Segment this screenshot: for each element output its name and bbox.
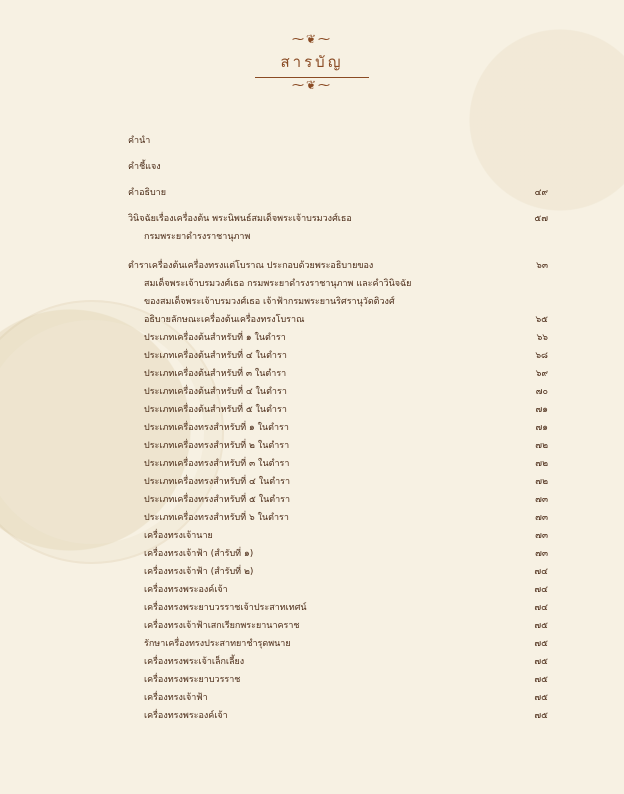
toc-entry-page: ๕๗ xyxy=(534,214,548,224)
toc-sub-entry[interactable] xyxy=(128,635,548,653)
toc-sub-page: ๗๒ xyxy=(535,441,548,451)
toc-sub-page: ๗๓ xyxy=(535,531,548,541)
toc-sub-entry[interactable] xyxy=(128,473,548,491)
toc-sub-page: ๗๓ xyxy=(535,513,548,523)
toc-sub-page: ๗๕ xyxy=(534,657,548,667)
toc-sub-page: ๖๘ xyxy=(535,351,548,361)
toc-sub-page: ๗๕ xyxy=(534,711,548,721)
toc-sub-entry[interactable] xyxy=(128,311,548,329)
toc-sub-entry[interactable] xyxy=(128,491,548,509)
toc-sub-title: ประเภทเครื่องทรงสำหรับที่ ๑ ในตำรา xyxy=(144,423,289,433)
toc-sub-title: ประเภทเครื่องทรงสำหรับที่ ๖ ในตำรา xyxy=(144,513,289,523)
toc-sub-entry[interactable] xyxy=(128,581,548,599)
toc-sub-list xyxy=(128,311,548,725)
toc-sub-entry[interactable] xyxy=(128,383,548,401)
toc-entry-title: ตำราเครื่องต้นเครื่องทรงแต่โบราณ ประกอบด้วยพระอธิบายของ xyxy=(128,261,374,271)
toc-sub-entry[interactable] xyxy=(128,653,548,671)
toc-entry-title: คำชี้แจง xyxy=(128,162,161,172)
page-title: สารบัญ xyxy=(255,48,370,78)
toc-sub-page: ๗๔ xyxy=(534,567,548,577)
toc-sub-entry[interactable] xyxy=(128,545,548,563)
toc-sub-entry[interactable] xyxy=(128,401,548,419)
toc-sub-page: ๗๕ xyxy=(534,639,548,649)
toc-sub-page: ๖๕ xyxy=(535,315,548,325)
toc-sub-title: รักษาเครื่องทรงประสาทยาชำรุดพนาย xyxy=(144,639,291,649)
toc-entry-page: ๖๓ xyxy=(536,261,548,271)
table-of-contents xyxy=(128,132,548,725)
toc-sub-title: เครื่องทรงเจ้านาย xyxy=(144,531,213,541)
toc-sub-entry[interactable] xyxy=(128,329,548,347)
toc-sub-page: ๗๕ xyxy=(534,621,548,631)
toc-sub-page: ๗๔ xyxy=(534,603,548,613)
toc-entry-title: คำนำ xyxy=(128,136,151,146)
toc-sub-page: ๖๖ xyxy=(536,333,548,343)
toc-sub-page: ๗๑ xyxy=(535,423,548,433)
toc-sub-page: ๗๕ xyxy=(534,693,548,703)
toc-sub-title: เครื่องทรงพระเจ้าเล็กเลี้ยง xyxy=(144,657,245,667)
toc-sub-entry[interactable] xyxy=(128,509,548,527)
toc-entry-title: วินิจฉัยเรื่องเครื่องต้น พระนิพนธ์สมเด็จพระเจ้าบรมวงศ์เธอ xyxy=(128,214,352,224)
toc-sub-entry[interactable] xyxy=(128,563,548,581)
toc-sub-title: ประเภทเครื่องต้นสำหรับที่ ๓ ในตำรา xyxy=(144,369,287,379)
toc-entry-continuation: กรมพระยาดำรงราชานุภาพ xyxy=(144,232,251,242)
toc-entry-continuation: ของสมเด็จพระเจ้าบรมวงศ์เธอ เจ้าฟ้ากรมพระยานริศรานุวัดติวงศ์ xyxy=(144,297,395,307)
toc-sub-page: ๗๔ xyxy=(534,585,548,595)
toc-sub-entry[interactable] xyxy=(128,437,548,455)
toc-sub-entry[interactable] xyxy=(128,455,548,473)
toc-sub-title: ประเภทเครื่องต้นสำหรับที่ ๔ ในตำรา xyxy=(144,387,287,397)
ornament-top: ⁓❦⁓ xyxy=(291,32,333,46)
toc-entry-page: ๔๙ xyxy=(534,188,548,198)
toc-sub-title: เครื่องทรงพระยาบวรราช xyxy=(144,675,241,685)
toc-entry[interactable] xyxy=(128,210,548,228)
toc-sub-entry[interactable] xyxy=(128,419,548,437)
toc-sub-page: ๗๑ xyxy=(535,405,548,415)
toc-sub-title: ประเภทเครื่องต้นสำหรับที่ ๕ ในตำรา xyxy=(144,405,287,415)
toc-entry[interactable] xyxy=(128,184,548,202)
toc-entry[interactable] xyxy=(128,158,548,176)
toc-sub-page: ๗๒ xyxy=(535,477,548,487)
page-header xyxy=(0,32,624,92)
toc-sub-entry[interactable] xyxy=(128,707,548,725)
toc-entry[interactable] xyxy=(128,257,548,275)
toc-sub-entry[interactable] xyxy=(128,689,548,707)
toc-sub-title: เครื่องทรงเจ้าฟ้า xyxy=(144,693,208,703)
toc-sub-entry[interactable] xyxy=(128,347,548,365)
toc-sub-title: เครื่องทรงเจ้าฟ้าเสกเรียกพระยานาคราช xyxy=(144,621,300,631)
toc-sub-title: ประเภทเครื่องทรงสำหรับที่ ๕ ในตำรา xyxy=(144,495,291,505)
toc-sub-page: ๗๒ xyxy=(535,459,548,469)
toc-sub-title: เครื่องทรงพระองค์เจ้า xyxy=(144,585,228,595)
toc-sub-title: ประเภทเครื่องทรงสำหรับที่ ๒ ในตำรา xyxy=(144,441,290,451)
toc-sub-page: ๖๙ xyxy=(535,369,548,379)
toc-sub-entry[interactable] xyxy=(128,599,548,617)
toc-sub-title: เครื่องทรงพระยาบวรราชเจ้าประสาทเทศน์ xyxy=(144,603,307,613)
toc-sub-title: เครื่องทรงเจ้าฟ้า (สำรับที่ ๒) xyxy=(144,567,254,577)
toc-sub-page: ๗๓ xyxy=(535,495,548,505)
toc-sub-title: อธิบายลักษณะเครื่องต้นเครื่องทรงโบราณ xyxy=(144,315,305,325)
ornament-bottom: ⁓❦⁓ xyxy=(291,78,333,92)
toc-sub-title: เครื่องทรงพระองค์เจ้า xyxy=(144,711,228,721)
toc-entry[interactable] xyxy=(128,132,548,150)
toc-entry-title: คำอธิบาย xyxy=(128,188,167,198)
toc-sub-title: ประเภทเครื่องต้นสำหรับที่ ๑ ในตำรา xyxy=(144,333,286,343)
toc-sub-title: ประเภทเครื่องต้นสำหรับที่ ๔ ในตำรา xyxy=(144,351,287,361)
toc-entry-continuation: สมเด็จพระเจ้าบรมวงศ์เธอ กรมพระยาดำรงราชานุภาพ และคำวินิจฉัย xyxy=(144,279,412,289)
toc-sub-entry[interactable] xyxy=(128,527,548,545)
toc-sub-entry[interactable] xyxy=(128,617,548,635)
toc-sub-page: ๗๓ xyxy=(535,549,548,559)
toc-sub-page: ๗๐ xyxy=(535,387,548,397)
toc-sub-title: เครื่องทรงเจ้าฟ้า (สำรับที่ ๑) xyxy=(144,549,254,559)
toc-sub-title: ประเภทเครื่องทรงสำหรับที่ ๓ ในตำรา xyxy=(144,459,290,469)
toc-sub-title: ประเภทเครื่องทรงสำหรับที่ ๔ ในตำรา xyxy=(144,477,291,487)
toc-sub-entry[interactable] xyxy=(128,365,548,383)
toc-sub-entry[interactable] xyxy=(128,671,548,689)
toc-sub-page: ๗๕ xyxy=(534,675,548,685)
